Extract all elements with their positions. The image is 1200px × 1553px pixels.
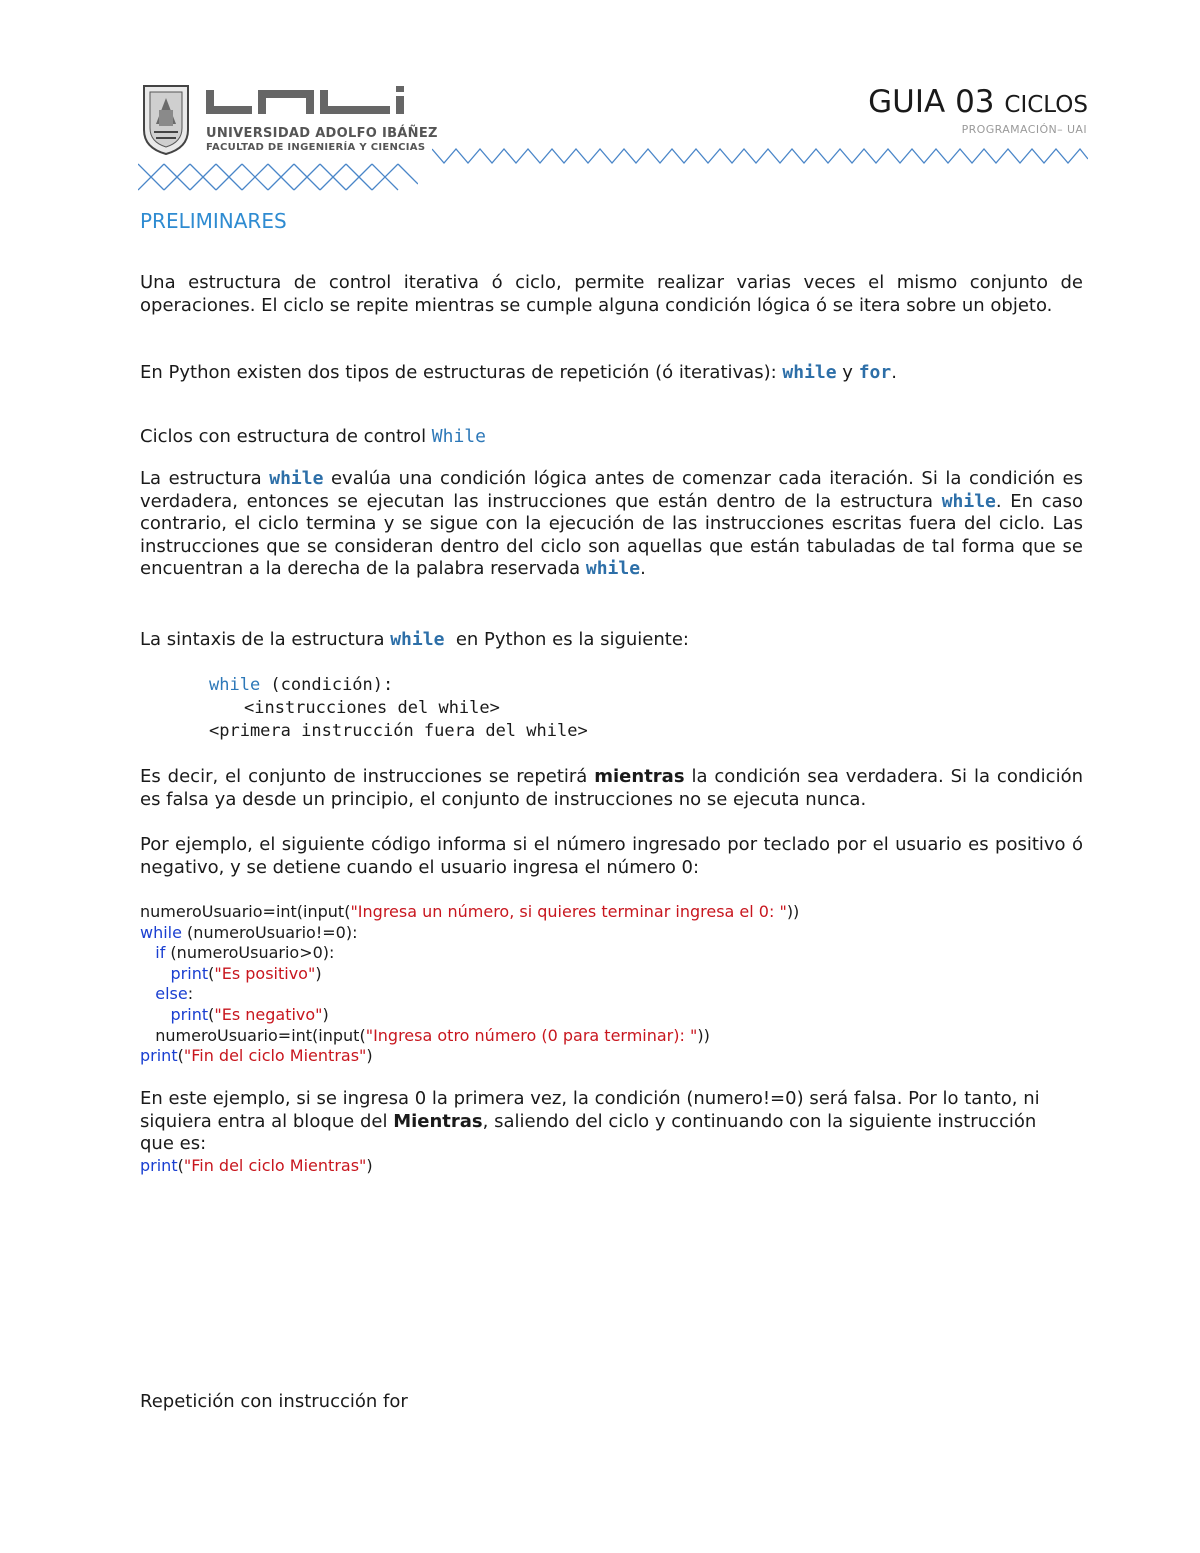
code-string: "Fin del ciclo Mientras" [183, 1156, 367, 1175]
code-keyword: if [155, 943, 166, 963]
faculty-name: FACULTAD DE INGENIERÍA Y CIENCIAS [206, 142, 426, 153]
section-title: PRELIMINARES [140, 209, 287, 233]
keyword-while: while [585, 558, 641, 580]
text: La estructura [140, 468, 270, 489]
keyword-while: while [941, 490, 996, 512]
text: evalúa una condición lógica antes de comenzar cada iteración. Si la condición es verdadera, entonces se ejecutan las instrucciones que están dentro de la estructura [140, 468, 1083, 512]
text: En este ejemplo, si se ingresa 0 la primera vez, la condición (numero!=0) será falsa. Por lo tanto, ni siquiera entra al bloque del [140, 1088, 1040, 1132]
code-indent [140, 964, 171, 983]
while-description-paragraph [140, 468, 1083, 581]
text: . [640, 558, 646, 580]
code-text: ) [322, 1004, 329, 1024]
code-text: numeroUsuario=int(input( [140, 902, 351, 921]
heading-text: Ciclos con estructura de control [140, 426, 432, 447]
example-explanation-paragraph [140, 1088, 1040, 1156]
keyword-for: for [858, 362, 892, 383]
code-text: ( [177, 1046, 184, 1066]
code-keyword: print [170, 963, 209, 983]
syntax-line-2: <instrucciones del while> [244, 698, 500, 718]
keyword-while: while [390, 629, 445, 650]
syntax-line-3: <primera instrucción fuera del while> [209, 721, 588, 741]
code-line [140, 964, 799, 985]
text: en Python es la siguiente: [444, 629, 689, 650]
text: y [836, 362, 859, 383]
code-line [140, 943, 799, 964]
code-line [140, 1005, 799, 1026]
code-line [140, 923, 799, 944]
code-string: "Es negativo" [214, 1004, 323, 1024]
text: la condición sea verdadera. Si la condición es falsa ya desde un principio, el conjunto de instrucciones no se ejecuta nunca. [140, 766, 1083, 810]
code-string: "Fin del ciclo Mientras" [183, 1046, 367, 1066]
text: . [891, 362, 897, 383]
code-text: ( [177, 1156, 184, 1175]
code-example [140, 902, 799, 1067]
code-line [140, 984, 799, 1005]
code-keyword: print [170, 1004, 209, 1024]
code-indent [140, 1005, 171, 1024]
keyword-while: while [269, 468, 324, 489]
python-loops-paragraph [140, 362, 1083, 385]
bold-text: mientras [594, 766, 685, 787]
keyword-while: while [782, 362, 837, 383]
syntax-line-1 [209, 674, 393, 697]
text: La sintaxis de la estructura [140, 629, 391, 650]
code-text: ) [366, 1156, 373, 1175]
code-text: numeroUsuario=int(input( [140, 1025, 366, 1045]
bold-text: Mientras [393, 1110, 483, 1132]
text: Es decir, el conjunto de instrucciones se repetirá [140, 766, 595, 787]
syntax-intro-paragraph [140, 629, 1083, 652]
guide-title-main: GUIA 03 [868, 84, 995, 120]
while-heading [140, 426, 1083, 449]
example-intro-paragraph: Por ejemplo, el siguiente código informa si el número ingresado por teclado por el usuario es positivo ó negativo, y se detiene cuando el usuario ingresa el número 0: [140, 834, 1083, 878]
code-text: (numeroUsuario!=0): [181, 922, 358, 942]
code-text: ) [315, 963, 322, 983]
code-text: ( [208, 963, 215, 983]
university-logo [138, 84, 438, 194]
code-line [140, 902, 799, 923]
syntax-keyword: while [209, 675, 261, 695]
code-keyword: print [140, 1046, 178, 1066]
shield-crest-icon [142, 84, 190, 156]
code-string: "Ingresa un número, si quieres terminar ingresa el 0: " [350, 902, 787, 921]
code-text: (numeroUsuario>0): [165, 943, 335, 963]
code-line [140, 1046, 799, 1067]
university-name: UNIVERSIDAD ADOLFO IBÁÑEZ [206, 126, 438, 141]
code-keyword: else [155, 984, 188, 1004]
code-text: ( [208, 1004, 215, 1024]
text: , saliendo del ciclo y continuando con la siguiente instrucción que es: [140, 1110, 1037, 1155]
zigzag-divider-decoration [432, 145, 1088, 167]
text: En Python existen dos tipos de estructuras de repetición (ó iterativas): [140, 362, 783, 383]
code-text: )) [697, 1025, 710, 1045]
guide-subtitle: PROGRAMACIÓN– UAI [961, 123, 1087, 136]
cross-pattern-decoration [138, 162, 418, 192]
explanation-paragraph [140, 766, 1083, 811]
code-keyword: while [140, 922, 182, 942]
intro-paragraph: Una estructura de control iterativa ó ciclo, permite realizar varias veces el mismo conjunto de operaciones. El ciclo se repite mientras se cumple alguna condición lógica ó se itera sobre un objeto. [140, 272, 1083, 316]
code-string: "Ingresa otro número (0 para terminar): " [365, 1025, 698, 1045]
code-indent [140, 943, 155, 962]
code-text: : [187, 984, 194, 1004]
text: . En caso contrario, el ciclo termina y se sigue con la ejecución de las instrucciones escritas fuera del ciclo. Las instrucciones que se consideran dentro del ciclo son aquellas que están tabuladas de tal forma que se encuentran a la derecha de la palabra reservada [140, 490, 1084, 580]
code-string: "Es positivo" [214, 963, 316, 983]
guide-title-sub: CICLOS [1004, 92, 1088, 118]
code-indent [140, 984, 155, 1003]
final-code-line [140, 1156, 373, 1177]
code-line [140, 1026, 799, 1047]
code-text: )) [786, 902, 800, 921]
code-keyword: print [140, 1156, 178, 1175]
syntax-condition: (condición): [260, 675, 394, 695]
uai-wordmark-logo [204, 86, 414, 116]
heading-keyword: While [431, 426, 486, 447]
for-heading: Repetición con instrucción for [140, 1391, 408, 1412]
guide-title [868, 84, 1088, 120]
code-text: ) [366, 1046, 373, 1066]
